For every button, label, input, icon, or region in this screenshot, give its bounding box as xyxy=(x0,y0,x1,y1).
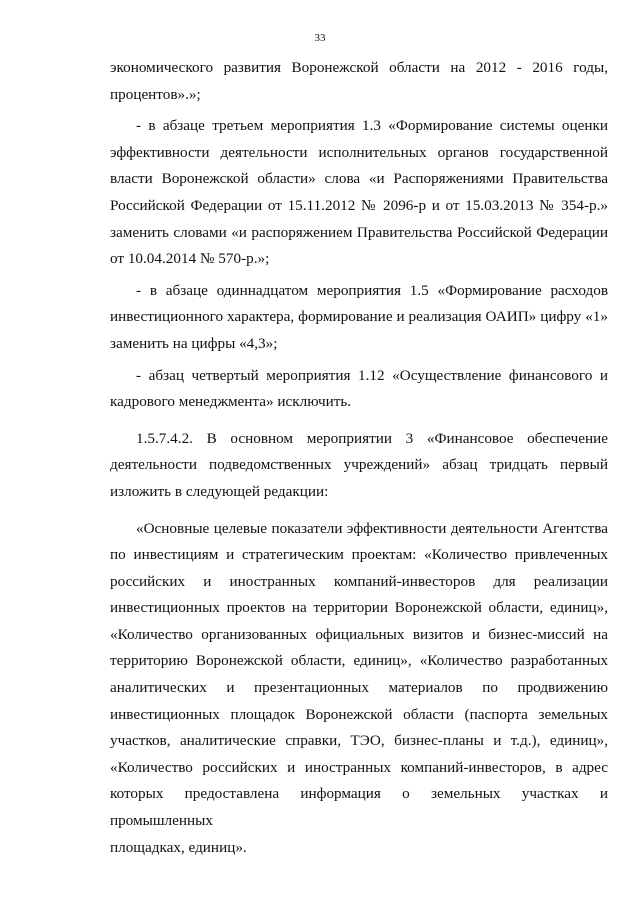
paragraph-line: Российской Федерации от 15.11.2012 № 2096-р и от 15.03.2013 № 354-р.» xyxy=(110,196,608,214)
paragraph-line: которых предоставлена информация о земельных участках и промышленных xyxy=(110,785,608,830)
paragraph-line: экономического развития Воронежской области на 2012 - 2016 годы, xyxy=(110,59,608,76)
paragraph-line: власти Воронежской области» слова «и Распоряжениями Правительства xyxy=(110,170,608,188)
paragraph-line: 1.5.7.4.2. В основном мероприятии 3 «Финансовое обеспечение xyxy=(136,429,608,447)
paragraph-line: заменить словами «и распоряжением Правительства Российской Федерации xyxy=(110,223,608,241)
paragraph-line: - в абзаце одиннадцатом мероприятия 1.5 «Формирование расходов xyxy=(136,281,608,299)
paragraph-line: от 10.04.2014 № 570-р.»; xyxy=(110,250,270,268)
page-number: 33 xyxy=(314,32,326,44)
paragraph-line: - в абзаце третьем мероприятия 1.3 «Формирование системы оценки xyxy=(136,117,608,135)
paragraph-line: аналитических и презентационных материалов по продвижению xyxy=(110,679,608,697)
paragraph-line: российских и иностранных компаний-инвесторов для реализации xyxy=(110,572,608,590)
paragraph-line: изложить в следующей редакции: xyxy=(110,482,329,500)
paragraph-line: деятельности подведомственных учреждений» абзац тридцать первый xyxy=(110,456,608,474)
paragraph-line: «Основные целевые показатели эффективности деятельности Агентства xyxy=(136,519,608,537)
paragraph-line: процентов».»; xyxy=(110,85,201,103)
paragraph-line: инвестиционного характера, формирование и реализация ОАИП» цифру «1» xyxy=(110,308,608,326)
paragraph-line: площадках, единиц». xyxy=(110,838,247,856)
paragraph-line: инвестиционных площадок Воронежской области (паспорта земельных xyxy=(110,705,608,723)
paragraph-line: заменить на цифры «4,3»; xyxy=(110,334,278,352)
paragraph-line: эффективности деятельности исполнительных органов государственной xyxy=(110,143,608,161)
paragraph-line: «Количество российских и иностранных компаний-инвесторов, в адрес xyxy=(110,758,608,776)
paragraph-line: участков, аналитические справки, ТЭО, бизнес-планы и т.д.), единиц», xyxy=(110,732,608,750)
paragraph-line: территорию Воронежской области, единиц», «Количество разработанных xyxy=(110,652,608,670)
document-body xyxy=(110,55,608,861)
paragraph-line: кадрового менеджмента» исключить. xyxy=(110,393,352,411)
paragraph-line: «Количество организованных официальных визитов и бизнес-миссий на xyxy=(110,625,608,643)
paragraph-line: инвестиционных проектов на территории Воронежской области, единиц», xyxy=(110,599,608,617)
paragraph-line: по инвестициям и стратегическим проектам: «Количество привлеченных xyxy=(110,546,608,564)
paragraph-line: - абзац четвертый мероприятия 1.12 «Осуществление финансового и xyxy=(136,366,608,384)
